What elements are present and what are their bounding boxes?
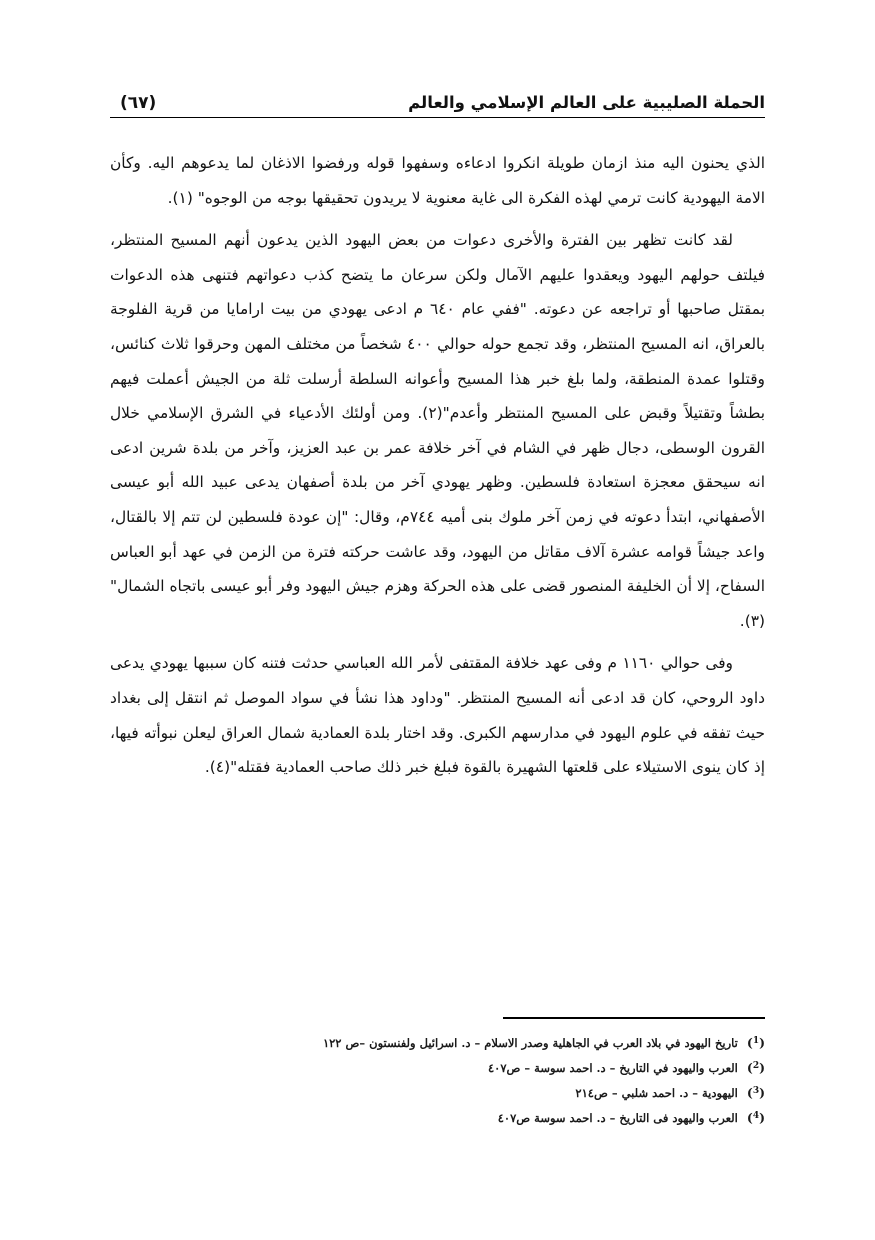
footnotes bbox=[110, 1030, 765, 1130]
footnote-text: اليهودية – د. احمد شلبي – ص٢١٤ bbox=[575, 1086, 738, 1100]
paragraph-1: الذي يحنون اليه منذ ازمان طويلة انكروا ادعاءه وسفهوا قوله ورفضوا الاذغان لما يدعوهم اليه. وكأن الامة اليهودية كانت ترمي لهذه الفكرة الى غاية معنوية لا يريدون تحقيقها بوجه من الوجوه" (١). bbox=[110, 154, 765, 207]
footnote-marker: ($^1$) bbox=[746, 1035, 765, 1050]
footnote-text: العرب واليهود فى التاريخ – د. احمد سوسة ص٤٠٧ bbox=[497, 1111, 738, 1125]
footnote-marker: ($^2$) bbox=[746, 1060, 765, 1075]
page-number: (٦٧) bbox=[120, 93, 157, 113]
footnote-2 bbox=[110, 1055, 765, 1080]
paragraph-2: لقد كانت تظهر بين الفترة والأخرى دعوات من بعض اليهود الذين يدعون أنهم المسيح المنتظر، فيلتف حولهم اليهود ويعقدوا عليهم الآمال ولكن سرعان ما يتضح كذب دعواتهم فتنهى هذه الدعوات بمقتل صاحبها أو تراجعه عن دعوته. "ففي عام ٦٤٠ م ادعى يهودي من بيت ارامايا من قرية الفلوجة بالعراق، انه المسيح المنتظر، وقد تجمع حوله حوالي ٤٠٠ شخصاً من مختلف المهن وحرقوا ثلاث كنائس، وقتلوا عمدة المنطقة، ولما بلغ خبر هذا المسيح وأعوانه السلطة أرسلت ثلة من الجيش أعملت فيهم بطشاً وتقتيلاً وقبض على المسيح المنتظر وأعدم"(٢). ومن أولئك الأدعياء في الشرق الإسلامي خلال القرون الوسطى، دجال ظهر في الشام في آخر خلافة عمر بن عبد العزيز، وآخر من بلدة شرين ادعى انه سيحقق معجزة استعادة فلسطين. وظهر يهودي آخر من بلدة أصفهان يدعى عبيد الله أبو عيسى الأصفهاني، ابتدأ دعوته في زمن آخر ملوك بنى أميه ٧٤٤م، وقال: "إن عودة فلسطين لن تتم إلا بالقتال، واعد جيشاً قوامه عشرة آلاف مقاتل من اليهود، وقد عاشت حركته فترة من الزمن في عهد أبو العباس السفاح، إلا أن الخليفة المنصور قضى على هذه الحركة وهزم جيش اليهود وفر أبو عيسى باتجاه الشمال"(٣). bbox=[110, 231, 766, 630]
paragraph-3: وفى حوالي ١١٦٠ م وفى عهد خلافة المقتفى لأمر الله العباسي حدثت فتنه كان سببها يهودي يدعى داود الروحي، كان قد ادعى أنه المسيح المنتظر. "وداود هذا نشأ في سواد الموصل ثم انتقل إلى بغداد حيث تفقه في علوم اليهود في مدارسهم الكبرى. وقد اختار بلدة العمادية شمال العراق ليعلن نبوأته فيها، إذ كان ينوى الاستيلاء على قلعتها الشهيرة بالقوة فبلغ خبر ذلك صاحب العمادية فقتله"(٤). bbox=[110, 654, 765, 777]
footnote-marker: ($^4$) bbox=[746, 1110, 765, 1125]
footnote-1 bbox=[110, 1030, 765, 1055]
footnote-4 bbox=[110, 1105, 765, 1130]
body-text bbox=[110, 146, 765, 793]
footnote-3 bbox=[110, 1080, 765, 1105]
header-title: الحملة الصليبية على العالم الإسلامي والعالم bbox=[408, 93, 765, 112]
footnote-text: العرب واليهود في التاريخ – د. احمد سوسة – ص٤٠٧ bbox=[487, 1061, 738, 1075]
footnote-separator bbox=[503, 1017, 765, 1019]
footnote-text: تاريخ اليهود في بلاد العرب في الجاهلية وصدر الاسلام – د. اسرائيل ولفنستون –ص ١٢٢ bbox=[322, 1036, 738, 1050]
footnote-marker: ($^3$) bbox=[746, 1085, 765, 1100]
running-header bbox=[110, 88, 765, 118]
